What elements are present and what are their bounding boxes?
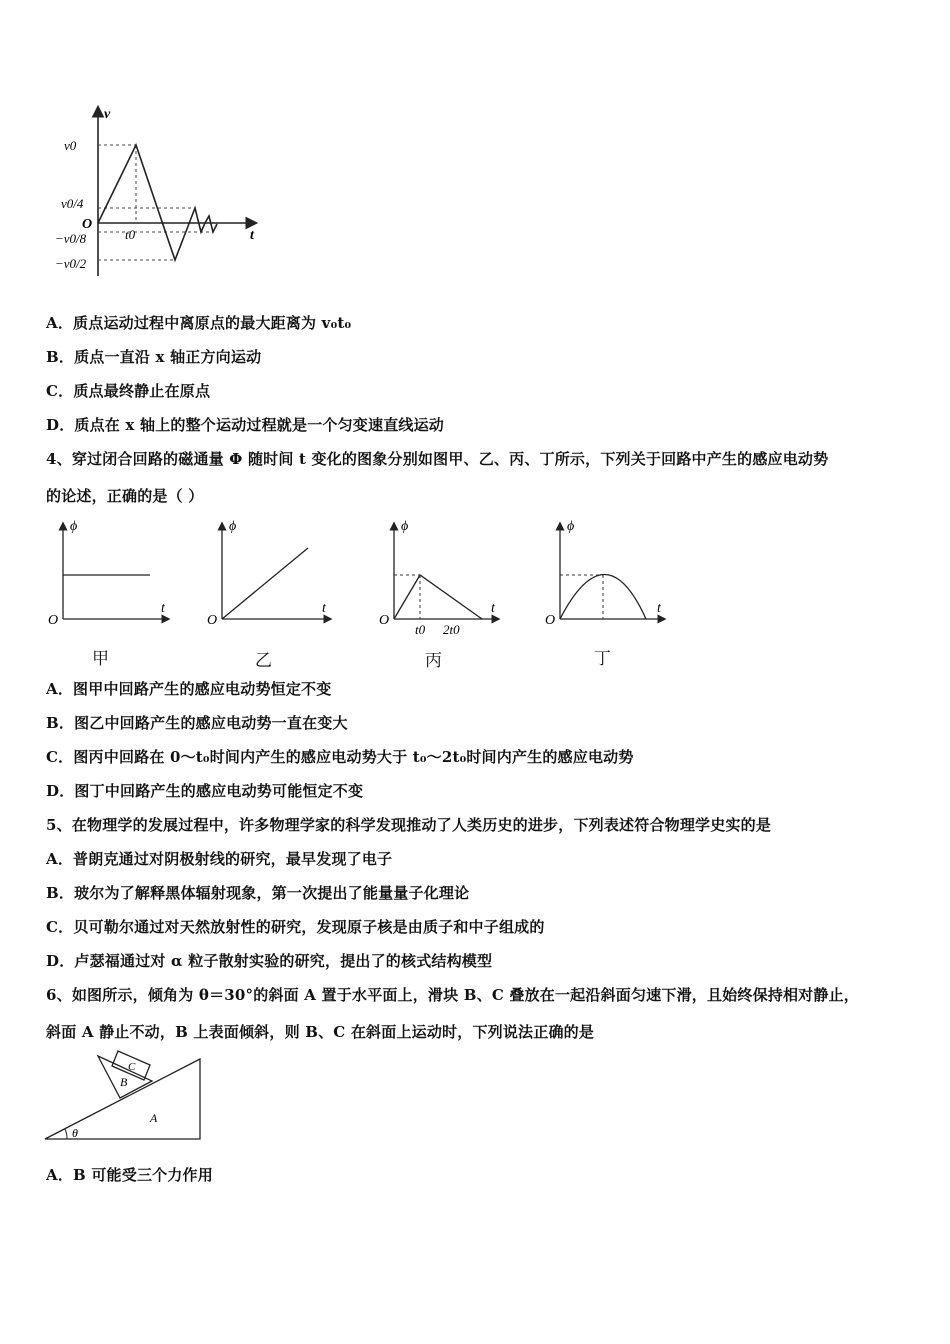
- graph-yi-phi: ϕ: [229, 519, 237, 534]
- incline-figure: [40, 1048, 210, 1144]
- graph-ding-phi: ϕ: [567, 519, 575, 534]
- q5-option-c[interactable]: C．贝可勒尔通过对天然放射性的研究，发现原子核是由质子和中子组成的: [46, 918, 545, 936]
- label-theta: θ: [72, 1126, 78, 1140]
- q4-option-a[interactable]: A．图甲中回路产生的感应电动势恒定不变: [46, 680, 332, 698]
- v-axis-label: v: [104, 107, 111, 122]
- q4-stem-line1: 4、穿过闭合回路的磁通量 Φ 随时间 t 变化的图象分别如图甲、乙、丙、丁所示，下列关于回路中产生的感应电动势: [46, 450, 829, 468]
- graph-jia: [48, 519, 168, 628]
- origin-label: O: [82, 217, 93, 232]
- velocity-curve: [98, 145, 217, 260]
- t0-label: t0: [125, 227, 136, 242]
- velocity-time-graph: [55, 98, 270, 278]
- graph-bing-2t0: 2t0: [443, 622, 460, 637]
- graph-jia-origin: O: [48, 613, 59, 628]
- q3-option-c[interactable]: C．质点最终静止在原点: [46, 382, 211, 400]
- q6-option-a[interactable]: A．B 可能受三个力作用: [46, 1166, 213, 1184]
- v0-quarter-label: v0/4: [61, 196, 84, 211]
- graph-yi: [207, 519, 330, 628]
- q4-option-b[interactable]: B．图乙中回路产生的感应电动势一直在变大: [46, 714, 348, 732]
- label-B: B: [120, 1075, 128, 1089]
- q6-stem-line1: 6、如图所示，倾角为 θ＝30°的斜面 A 置于水平面上，滑块 B、C 叠放在一起沿斜面匀速下滑，且始终保持相对静止，: [46, 986, 859, 1004]
- graph-ding-t: t: [657, 601, 661, 616]
- caption-bing: 丙: [425, 651, 442, 671]
- caption-yi: 乙: [255, 651, 272, 671]
- graph-jia-t: t: [161, 601, 165, 616]
- graph-yi-origin: O: [207, 613, 218, 628]
- graph-bing: [379, 519, 498, 637]
- v0-label: v0: [64, 138, 77, 153]
- graph-bing-t0: t0: [415, 622, 426, 637]
- graph-jia-phi: ϕ: [70, 519, 78, 534]
- label-C: C: [128, 1061, 136, 1073]
- t-axis-label: t: [250, 228, 254, 243]
- flux-graphs: [40, 512, 680, 672]
- label-A: A: [150, 1111, 158, 1125]
- q5-option-a[interactable]: A．普朗克通过对阴极射线的研究，最早发现了电子: [46, 850, 393, 868]
- q6-stem-line2: 斜面 A 静止不动，B 上表面倾斜，则 B、C 在斜面上运动时，下列说法正确的是: [46, 1023, 595, 1041]
- caption-jia: 甲: [92, 649, 109, 669]
- neg-v0-eighth-label: −v0/8: [55, 231, 87, 246]
- graph-ding: [545, 519, 664, 628]
- caption-ding: 丁: [594, 649, 611, 669]
- q5-stem: 5、在物理学的发展过程中，许多物理学家的科学发现推动了人类历史的进步，下列表述符合物理学史实的是: [46, 816, 772, 834]
- graph-yi-t: t: [322, 601, 326, 616]
- q4-stem-line2: 的论述，正确的是（ ）: [46, 487, 204, 505]
- q5-option-b[interactable]: B．玻尔为了解释黑体辐射现象，第一次提出了能量量子化理论: [46, 884, 470, 902]
- q5-option-d[interactable]: D．卢瑟福通过对 α 粒子散射实验的研究，提出了的核式结构模型: [46, 952, 493, 970]
- q4-option-d[interactable]: D．图丁中回路产生的感应电动势可能恒定不变: [46, 782, 364, 800]
- graph-bing-t: t: [491, 601, 495, 616]
- graph-ding-origin: O: [545, 613, 556, 628]
- neg-v0-half-label: −v0/2: [55, 256, 87, 271]
- q4-option-c[interactable]: C．图丙中回路在 0～t₀时间内产生的感应电动势大于 t₀～2t₀时间内产生的感应电动势: [46, 748, 634, 766]
- q3-option-a[interactable]: A．质点运动过程中离原点的最大距离为 v₀t₀: [46, 314, 352, 332]
- q3-option-d[interactable]: D．质点在 x 轴上的整个运动过程就是一个匀变速直线运动: [46, 416, 444, 434]
- graph-bing-origin: O: [379, 613, 390, 628]
- q3-option-b[interactable]: B．质点一直沿 x 轴正方向运动: [46, 348, 262, 366]
- graph-bing-phi: ϕ: [401, 519, 409, 534]
